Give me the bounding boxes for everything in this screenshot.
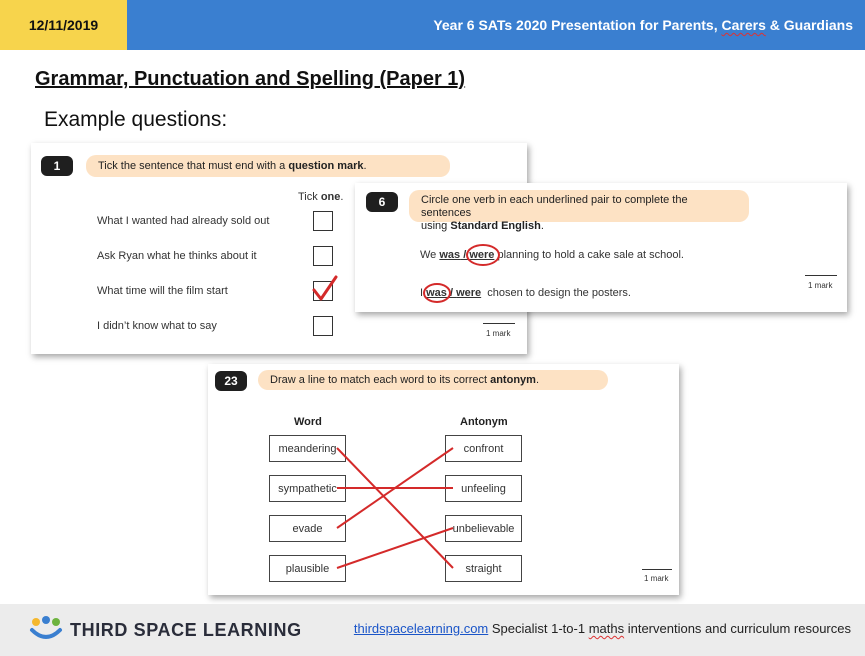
question-23-card [208, 364, 679, 595]
antonym-box[interactable]: straight [445, 555, 522, 582]
word-box[interactable]: plausible [269, 555, 346, 582]
tagline-pre: Specialist 1-to-1 [488, 621, 589, 636]
mark-label: 1 mark [808, 281, 833, 290]
mark-line [483, 323, 515, 324]
mark-line [642, 569, 672, 570]
tick-box[interactable] [313, 211, 333, 231]
mark-label: 1 mark [644, 574, 669, 583]
prompt-line-2 [421, 220, 737, 233]
verb-option[interactable]: was [426, 287, 447, 299]
antonym-column-header: Antonym [460, 416, 508, 428]
website-link[interactable]: thirdspacelearning.com [353, 621, 489, 636]
verb-separator: / [460, 249, 470, 261]
sentence-text: chosen to design the posters. [481, 287, 631, 299]
tick-mark-icon [311, 275, 339, 303]
prompt-line-1: Circle one verb in each underlined pair to complete the sentences [421, 194, 688, 219]
prompt-line-2-post: . [540, 220, 544, 232]
mark-label: 1 mark [486, 329, 511, 338]
question-6-card [355, 183, 847, 312]
prompt-end: . [535, 374, 539, 386]
question-prompt [409, 190, 749, 232]
match-lines [208, 364, 679, 595]
verb-separator: / [446, 287, 457, 299]
question-number: 6 [366, 192, 398, 212]
option-text: What I wanted had already sold out [97, 215, 270, 227]
antonym-box[interactable]: unbelievable [445, 515, 522, 542]
tick-box[interactable] [313, 316, 333, 336]
match-line [337, 448, 453, 568]
prompt-bold: question mark [288, 160, 364, 172]
date-label [0, 0, 127, 50]
prompt-line-2-bold: Standard English [450, 220, 541, 232]
circle-mark-icon [422, 282, 452, 304]
sentence-text: planning to hold a cake sale at school. [494, 249, 684, 261]
prompt-end: . [363, 160, 367, 172]
prompt-text: Tick the sentence that must end with a [98, 160, 289, 172]
slide-subheading: Example questions: [44, 108, 228, 131]
sentence-1 [420, 249, 684, 261]
slide-heading: Grammar, Punctuation and Spelling (Paper 1) [35, 68, 466, 90]
question-prompt [86, 155, 450, 177]
tick-bold: one [320, 191, 341, 203]
tick-box[interactable] [313, 246, 333, 266]
antonym-box[interactable]: unfeeling [445, 475, 522, 502]
tagline-post: interventions and curriculum resources [624, 621, 851, 636]
match-line [337, 528, 453, 568]
prompt-bold: antonym [490, 374, 536, 386]
title-prefix: Year 6 SATs 2020 Presentation for Parents, [433, 17, 722, 33]
option-text: What time will the film start [97, 285, 228, 297]
word-box[interactable]: evade [269, 515, 346, 542]
title-suffix: & Guardians [765, 17, 853, 33]
mark-line [805, 275, 837, 276]
tick-pre: Tick [298, 191, 321, 203]
verb-option[interactable]: was [439, 249, 461, 261]
prompt-line-2-pre: using [421, 220, 451, 232]
tagline-maths: maths [588, 621, 625, 636]
circle-mark-icon [465, 243, 501, 267]
word-box[interactable]: meandering [269, 435, 346, 462]
footer [0, 604, 865, 656]
option-text: Ask Ryan what he thinks about it [97, 250, 257, 262]
presentation-title [433, 0, 853, 50]
word-box[interactable]: sympathetic [269, 475, 346, 502]
verb-option[interactable]: were [456, 287, 482, 299]
word-column-header: Word [294, 416, 322, 428]
question-number: 1 [41, 156, 73, 176]
sentence-text: I [420, 287, 427, 299]
title-carers: Carers [721, 17, 766, 33]
option-text: I didn’t know what to say [97, 320, 217, 332]
logo-text: THIRD SPACE LEARNING [70, 620, 302, 640]
third-space-logo-icon [28, 616, 64, 644]
sentence-text: We [420, 249, 440, 261]
prompt-text: Draw a line to match each word to its correct [270, 374, 491, 386]
date-text: 12/11/2019 [28, 17, 99, 33]
footer-tagline [354, 621, 851, 636]
question-number: 23 [215, 371, 247, 391]
antonym-box[interactable]: confront [445, 435, 522, 462]
tick-post: . [340, 191, 344, 203]
verb-option[interactable]: were [469, 249, 495, 261]
tick-instruction [298, 191, 343, 203]
